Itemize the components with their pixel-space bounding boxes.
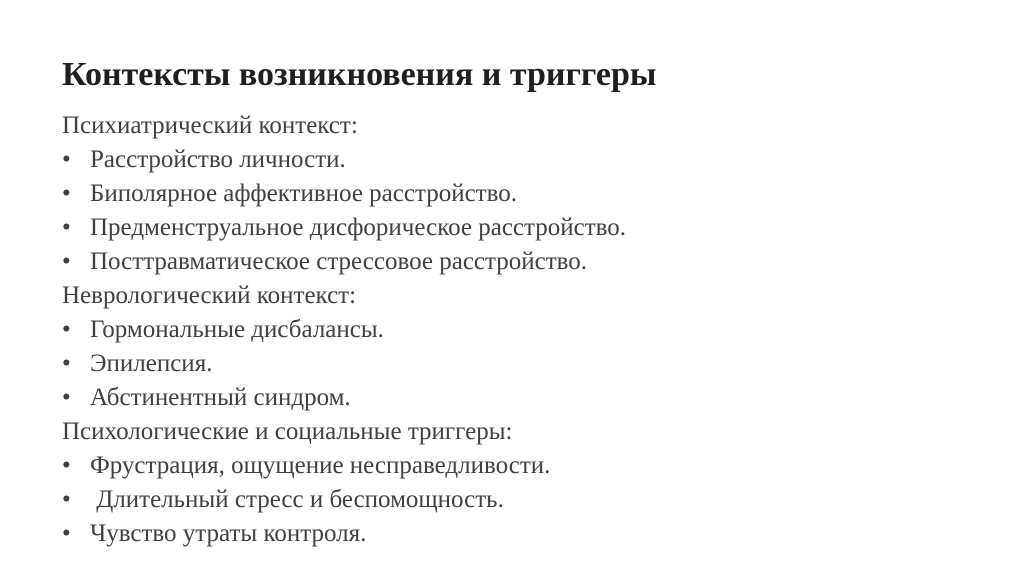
list-item — [62, 177, 962, 211]
list-item-text: Абстинентный синдром. — [90, 384, 351, 411]
list-item — [62, 517, 962, 551]
list-item — [62, 245, 962, 279]
bullet-icon: • — [62, 316, 71, 343]
bullet-icon: • — [62, 520, 71, 547]
list-item — [62, 143, 962, 177]
list-item-text: Биполярное аффективное расстройство. — [90, 180, 517, 207]
list-item-text: Посттравматическое стрессовое расстройство. — [90, 248, 588, 275]
list-item — [62, 347, 962, 381]
slide-title: Контексты возникновения и триггеры — [62, 56, 657, 93]
bullet-icon: • — [62, 384, 71, 411]
list-item-text: Фрустрация, ощущение несправедливости. — [90, 452, 551, 479]
list-item-text: Расстройство личности. — [90, 146, 346, 173]
list-item-text: Длительный стресс и беспомощность. — [90, 486, 504, 513]
bullet-icon: • — [62, 350, 71, 377]
slide-content — [62, 109, 962, 551]
bullet-icon: • — [62, 180, 71, 207]
list-item-text: Эпилепсия. — [90, 350, 213, 377]
list-item — [62, 449, 962, 483]
list-item-text: Чувство утраты контроля. — [90, 520, 367, 547]
list-item — [62, 483, 962, 517]
list-item-text: Гормональные дисбалансы. — [90, 316, 384, 343]
list-item-text: Предменструальное дисфорическое расстройство. — [90, 214, 627, 241]
bullet-icon: • — [62, 214, 71, 241]
list-item — [62, 211, 962, 245]
section-heading-psychiatric: Психиатрический контекст: — [62, 112, 358, 139]
list-item — [62, 381, 962, 415]
bullet-icon: • — [62, 146, 71, 173]
section-heading-psychosocial: Психологические и социальные триггеры: — [62, 418, 513, 445]
section-heading-neurological: Неврологический контекст: — [62, 282, 357, 309]
bullet-icon: • — [62, 486, 71, 513]
list-item — [62, 313, 962, 347]
bullet-icon: • — [62, 248, 71, 275]
bullet-icon: • — [62, 452, 71, 479]
